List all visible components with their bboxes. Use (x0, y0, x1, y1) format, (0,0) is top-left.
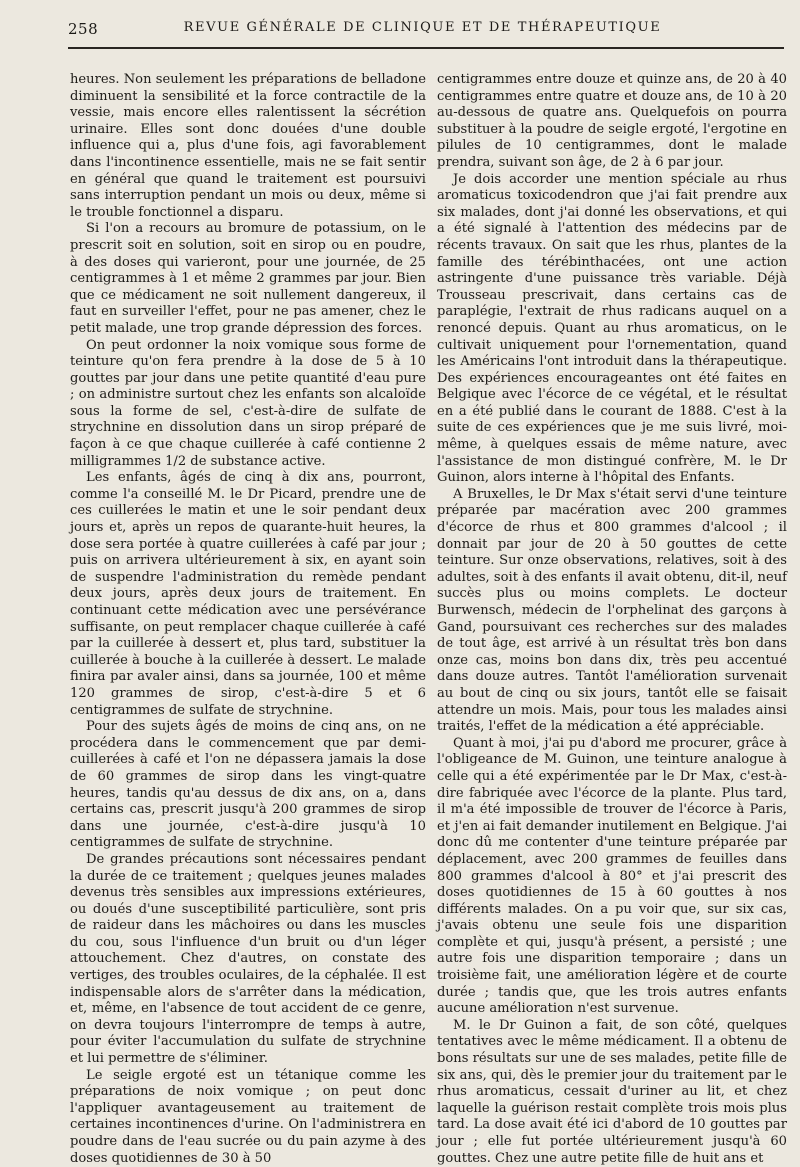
paragraph: A Bruxelles, le Dr Max s'était servi d'une teinture préparée par macération avec 200 grammes d'écorce de rhus et 800 grammes d'alcool ; il donnait par jour de 20 à 50 gouttes de cette teinture. Sur onze observations, relatives, soit à des adultes, soit à des enfants il avait obtenu, dit-il, neuf succès plus ou moins complets. Le docteur Burwensch, médecin de l'orphelinat des garçons à Gand, poursuivant ces recherches sur des malades de tout âge, est arrivé à un résultat très bon dans onze cas, moins bon dans dix, très peu accentué dans douze autres. Tantôt l'amélioration survenait au bout de cinq ou six jours, tantôt elle se faisait attendre un mois. Mais, pour tous les malades ainsi traités, l'effet de la médication a été appréciable. (437, 486, 787, 735)
paragraph: heures. Non seulement les préparations de belladone diminuent la sensibilité et la force contractile de la vessie, mais encore elles ralentissent la sécrétion urinaire. Elles sont donc douées d'une double influence qui a, plus d'une fois, agi favorablement dans l'incontinence essentielle, mais ne se fait sentir en général que quand le traitement est poursuivi sans interruption pendant un mois ou deux, même si le trouble fonctionnel a disparu. (70, 72, 426, 220)
running-title: REVUE GÉNÉRALE DE CLINIQUE ET DE THÉRAPEUTIQUE (183, 20, 662, 35)
paragraph: Le seigle ergoté est un tétanique comme les préparations de noix vomique ; on peut donc l'appliquer avantageusement au traitement de certaines incontinences d'urine. On l'administrera en poudre dans de l'eau sucrée ou du pain azyme à des doses quotidiennes de 30 à 50 (70, 1067, 426, 1166)
right-column (437, 72, 787, 1167)
paragraph: centigrammes entre douze et quinze ans, de 20 à 40 centigrammes entre quatre et douze ans, de 10 à 20 au-dessous de quatre ans. Quelquefois on pourra substituer à la poudre de seigle ergoté, l'ergotine en pilules de 10 centigrammes, dont le malade prendra, suivant son âge, de 2 à 6 par jour. (437, 72, 788, 170)
left-column (70, 72, 426, 1167)
paragraph: Pour des sujets âgés de moins de cinq ans, on ne procédera dans le commencement que par demi-cuillerées à café et l'on ne dépassera jamais la dose de 60 grammes de sirop dans les vingt-quatre heures, tandis qu'au dessus de dix ans, on a, dans certains cas, prescrit jusqu'à 200 grammes de sirop dans une journée, c'est-à-dire jusqu'à 10 centigrammes de sulfate de strychnine. (70, 719, 426, 851)
paragraph: Je dois accorder une mention spéciale au rhus aromaticus toxicodendron que j'ai fait prendre aux six malades, dont j'ai donné les observations, et qui a été signalé à l'attention des médecins par de récents travaux. On sait que les rhus, plantes de la famille des térébinthacées, ont une action astringente d'une puissance très variable. Déjà Trousseau prescrivait, dans certains cas de paraplégie, l'extrait de rhus radicans auquel on a renoncé depuis. Quant au rhus aromaticus, on le cultivait uniquement pour l'ornementation, quand les Américains l'ont introduit dans la thérapeutique. Des expériences encourageantes ont été faites en Belgique avec l'écorce de ce végétal, et le résultat en a été publié dans le courant de 1888. C'est à la suite de ces expériences que je me suis livré, moi-même, à quelques essais de même nature, avec l'assistance de mon distingué confrère, M. le Dr Guinon, alors interne à l'hôpital des Enfants. (437, 171, 787, 486)
paragraph: Si l'on a recours au bromure de potassium, on le prescrit soit en solution, soit en sirop ou en poudre, à des doses qui varieront, pour une journée, de 25 centigrammes à 1 et même 2 grammes par jour. Bien que ce médicament ne soit nullement dangereux, il faut en surveiller l'effet, pour ne pas amener, chez le petit malade, une trop grande dépression des forces. (70, 221, 426, 336)
paragraph: M. le Dr Guinon a fait, de son côté, quelques tentatives avec le même médicament. Il a obtenu de bons résultats sur une de ses malades, petite fille de six ans, qui, dès le premier jour du traitement par le rhus aromaticus, cessait d'uriner au lit, et chez laquelle la guérison restait complète trois mois plus tard. La dose avait été ici d'abord de 10 gouttes par jour ; elle fut portée ultérieurement jusqu'à 60 gouttes. Chez une autre petite fille de huit ans et (437, 1017, 787, 1166)
page-header (60, 18, 785, 40)
page-number: 258 (68, 20, 99, 38)
paragraph: De grandes précautions sont nécessaires pendant la durée de ce traitement ; quelques jeunes malades devenus très sensibles aux impressions extérieures, ou doués d'une susceptibilité particulière, sont pris de raideur dans les mâchoires ou dans les muscles du cou, sous l'influence d'un bruit ou d'un léger attouchement. Chez d'autres, on constate des vertiges, des troubles oculaires, de la céphalée. Il est indispensable alors de s'arrêter dans la médication, et, même, en l'absence de tout accident de ce genre, on devra toujours l'interrompre de temps à autre, pour éviter l'accumulation du sulfate de strychnine et lui permettre de s'éliminer. (70, 851, 426, 1067)
paragraph: On peut ordonner la noix vomique sous forme de teinture qu'on fera prendre à la dose de 5 à 10 gouttes par jour dans une petite quantité d'eau pure ; on administre surtout chez les enfants son alcaloïde sous la forme de sel, c'est-à-dire de sulfate de strychnine en dissolution dans un sirop préparé de façon à ce que chaque cuillerée à café contienne 2 milligrammes 1/2 de substance active. (70, 337, 426, 469)
paragraph: Les enfants, âgés de cinq à dix ans, pourront, comme l'a conseillé M. le Dr Picard, prendre une de ces cuillerées le matin et une le soir pendant deux jours et, après un repos de quarante-huit heures, la dose sera portée à quatre cuillerées à café par jour ; puis on arrivera ultérieurement à six, en ayant soin de suspendre l'administration du remède pendant deux jours, après deux jours de traitement. En continuant cette médication avec une persévérance suffisante, on peut remplacer chaque cuillerée à café par la cuillerée à dessert et, plus tard, substituer la cuillerée à bouche à la cuillerée à dessert. Le malade finira par avaler ainsi, dans sa journée, 100 et même 120 grammes de sirop, c'est-à-dire 5 et 6 centigrammes de sulfate de strychnine. (70, 470, 426, 718)
header-rule (68, 47, 784, 49)
paragraph: Quant à moi, j'ai pu d'abord me procurer, grâce à l'obligeance de M. Guinon, une teinture analogue à celle qui a été expérimentée par le Dr Max, c'est-à-dire fabriquée avec l'écorce de la plante. Plus tard, il m'a été impossible de trouver de l'écorce à Paris, et j'en ai fait demander inutilement en Belgique. J'ai donc dû me contenter d'une teinture préparée par déplacement, avec 200 grammes de feuilles dans 800 grammes d'alcool à 80° et j'ai prescrit des doses quotidiennes de 15 à 60 gouttes à nos différents malades. On a pu voir que, sur six cas, j'avais obtenu une seule fois une disparition complète et qui, jusqu'à présent, a persisté ; une autre fois une disparition temporaire ; dans un troisième fait, une amélioration légère et de courte durée ; tandis que, que les trois autres enfants aucune amélioration n'est survenue. (437, 735, 787, 1017)
